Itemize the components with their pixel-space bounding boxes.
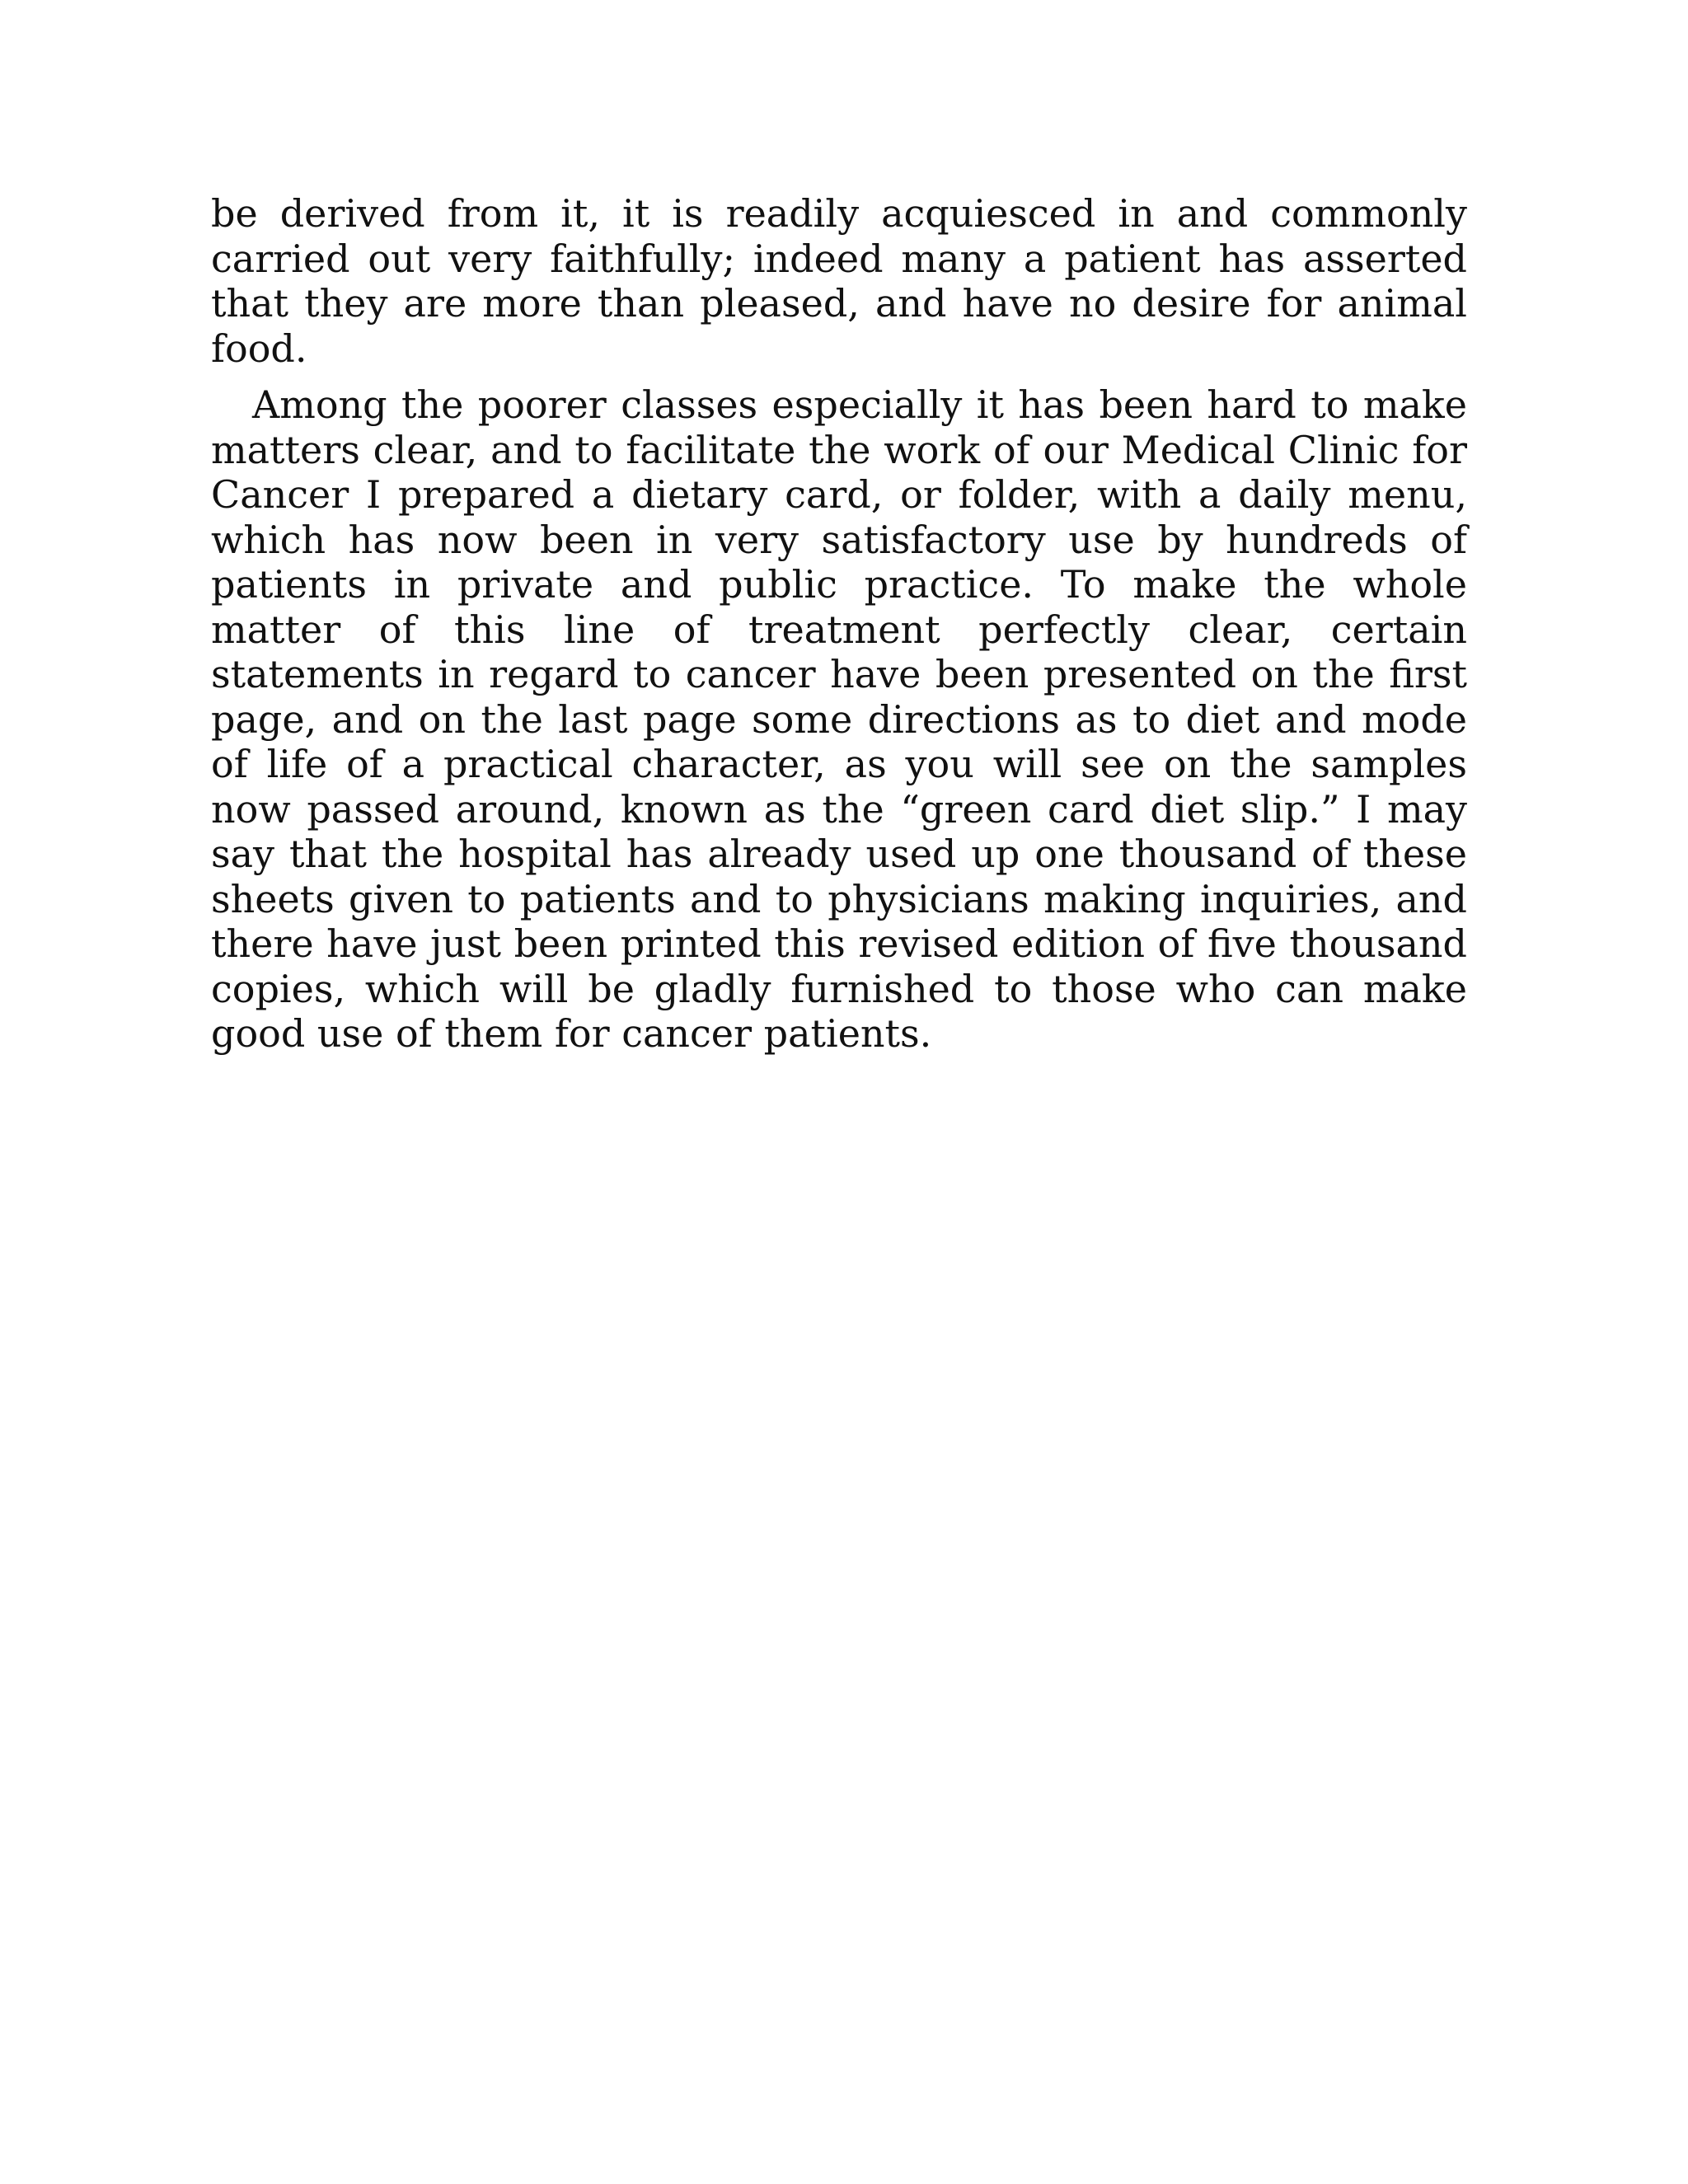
body-text bbox=[211, 191, 1467, 1057]
paragraph-2: Among the poorer classes especially it has been hard to make matters clear, and to facilitate the work of our Medical Clinic for Cancer I prepared a dietary card, or folder, with a daily menu, which has now been in very satisfactory use by hundreds of patients in private and public practice. To make the whole matter of this line of treatment perfectly clear, certain statements in regard to cancer have been presented on the first page, and on the last page some directions as to diet and mode of life of a practical character, as you will see on the samples now passed around, known as the “green card diet slip.” I may say that the hospital has already used up one thousand of these sheets given to patients and to physicians making inquiries, and there have just been printed this revised edition of five thousand copies, which will be gladly furnished to those who can make good use of them for cancer patients. bbox=[211, 382, 1467, 1056]
paragraph-1: be derived from it, it is readily acquiesced in and commonly carried out very faithfully; indeed many a patient has asserted that they are more than pleased, and have no desire for animal food. bbox=[211, 191, 1467, 371]
